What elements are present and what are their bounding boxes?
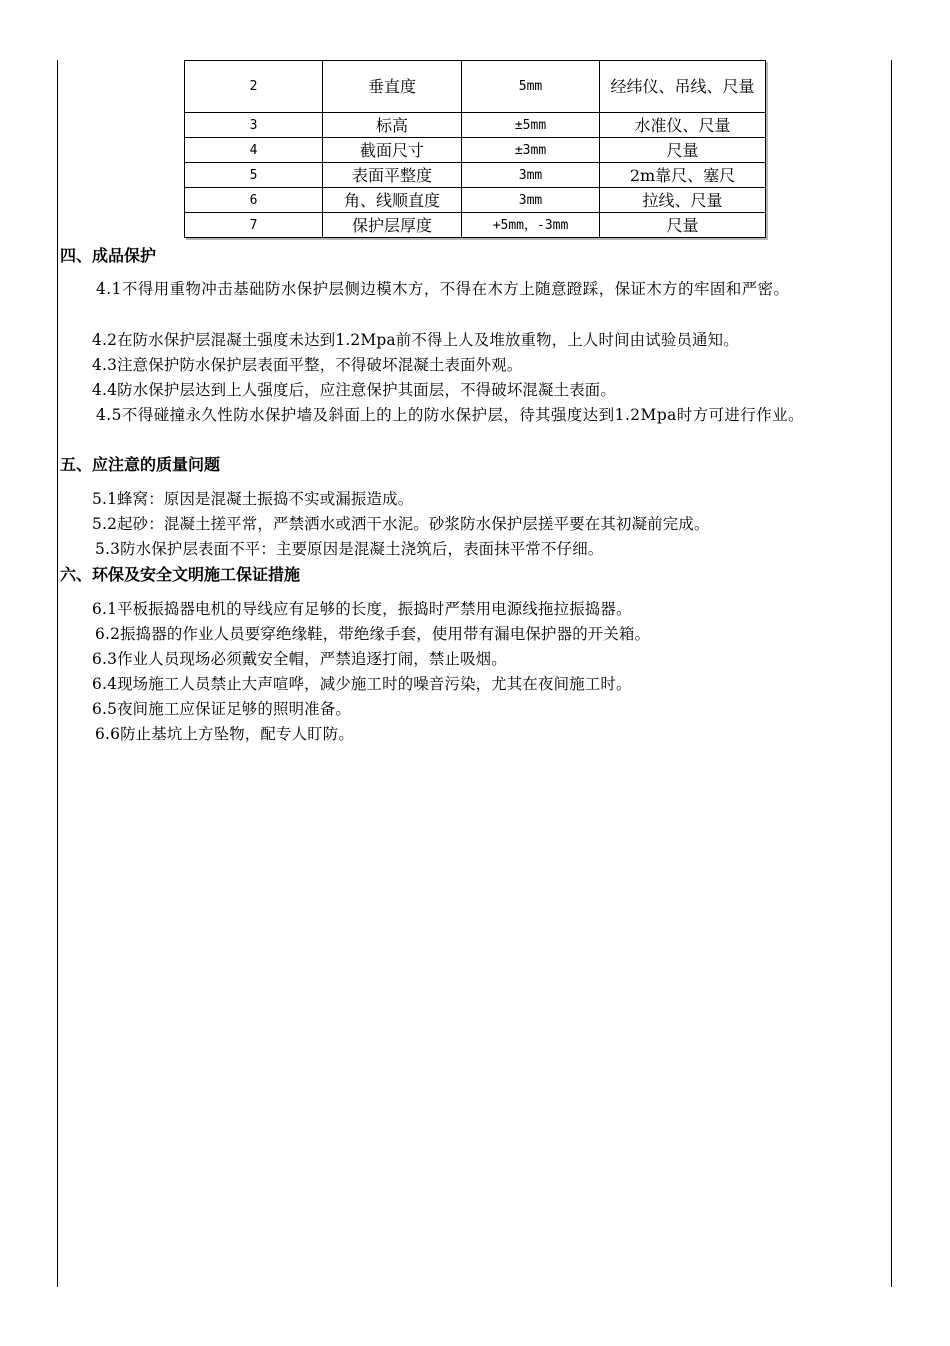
tolerance-table [184, 60, 766, 238]
check-item: 角、线顺直度 [323, 188, 462, 213]
row-number: 4 [185, 138, 323, 163]
inspection-method: 尺量 [600, 138, 766, 163]
section-6-item-3: 6.3作业人员现场必须戴安全帽，严禁追逐打闹，禁止吸烟。 [92, 650, 507, 668]
section-6-item-5: 6.5夜间施工应保证足够的照明准备。 [92, 700, 351, 718]
section-5-item-1: 5.1蜂窝：原因是混凝土振捣不实或漏振造成。 [92, 490, 414, 508]
section-6-heading: 六、环保及安全文明施工保证措施 [60, 565, 301, 584]
table-row [185, 163, 766, 188]
section-5-heading: 五、应注意的质量问题 [60, 455, 221, 474]
row-number: 6 [185, 188, 323, 213]
section-6-item-4: 6.4现场施工人员禁止大声喧哗，减少施工时的噪音污染，尤其在夜间施工时。 [92, 675, 632, 693]
section-4-heading: 四、成品保护 [60, 246, 157, 265]
row-number: 2 [185, 61, 323, 113]
table-row [185, 113, 766, 138]
allowed-deviation: ±5mm [462, 113, 600, 138]
section-4-item-3: 4.3注意保护防水保护层表面平整，不得破坏混凝土表面外观。 [92, 356, 523, 374]
table-row [185, 213, 766, 238]
check-item: 截面尺寸 [323, 138, 462, 163]
row-number: 3 [185, 113, 323, 138]
table-row [185, 188, 766, 213]
allowed-deviation: 3mm [462, 163, 600, 188]
section-6-item-2: 6.2振捣器的作业人员要穿绝缘鞋，带绝缘手套，使用带有漏电保护器的开关箱。 [95, 625, 651, 643]
section-5-item-3: 5.3防水保护层表面不平：主要原因是混凝土浇筑后，表面抹平常不仔细。 [95, 540, 604, 558]
section-6-item-6: 6.6防止基坑上方坠物，配专人盯防。 [95, 725, 354, 743]
section-6-item-1: 6.1平板振捣器电机的导线应有足够的长度，振捣时严禁用电源线拖拉振捣器。 [92, 600, 632, 618]
section-4-item-4: 4.4防水保护层达到上人强度后，应注意保护其面层，不得破坏混凝土表面。 [92, 381, 616, 399]
row-number: 7 [185, 213, 323, 238]
allowed-deviation: 3mm [462, 188, 600, 213]
row-number: 5 [185, 163, 323, 188]
inspection-method: 经纬仪、吊线、尺量 [600, 61, 766, 113]
page-frame-left-border [57, 60, 58, 1287]
check-item: 保护层厚度 [323, 213, 462, 238]
section-4-item-1: 4.1不得用重物冲击基础防水保护层侧边模木方，不得在木方上随意蹬踩，保证木方的牢固和严密。 [96, 280, 790, 298]
check-item: 表面平整度 [323, 163, 462, 188]
table-row [185, 138, 766, 163]
allowed-deviation: 5mm [462, 61, 600, 113]
section-5-item-2: 5.2起砂：混凝土搓平常，严禁洒水或洒干水泥。砂浆防水保护层搓平要在其初凝前完成。 [92, 515, 710, 533]
inspection-method: 2m靠尺、塞尺 [600, 163, 766, 188]
inspection-method: 拉线、尺量 [600, 188, 766, 213]
allowed-deviation: ±3mm [462, 138, 600, 163]
table-row [185, 61, 766, 113]
section-4-item-5: 4.5不得碰撞永久性防水保护墙及斜面上的上的防水保护层，待其强度达到1.2Mpa时方可进行作业。 [96, 406, 804, 424]
inspection-method: 水准仪、尺量 [600, 113, 766, 138]
inspection-method: 尺量 [600, 213, 766, 238]
allowed-deviation: +5mm，-3mm [462, 213, 600, 238]
check-item: 标高 [323, 113, 462, 138]
check-item: 垂直度 [323, 61, 462, 113]
section-4-item-2: 4.2在防水保护层混凝土强度未达到1.2Mpa前不得上人及堆放重物，上人时间由试验员通知。 [92, 331, 739, 349]
page-frame-right-border [891, 60, 892, 1287]
